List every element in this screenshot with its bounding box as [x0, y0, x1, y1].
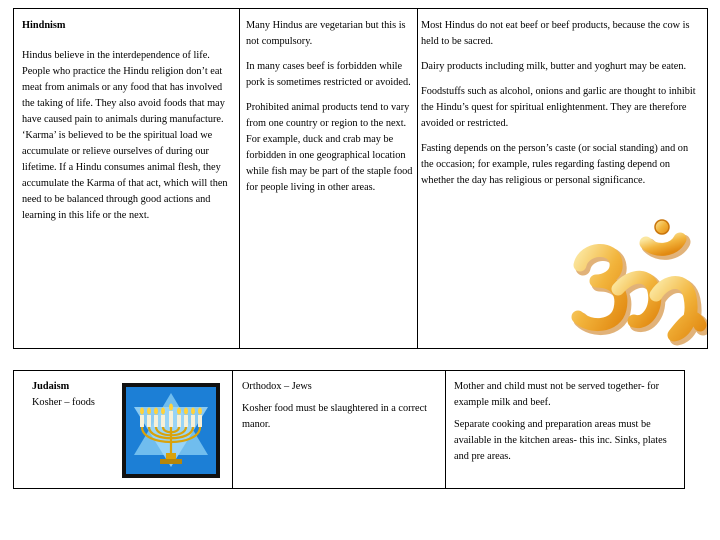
column-divider: [232, 371, 233, 488]
menorah-star-of-david-icon: [122, 383, 220, 478]
orthodox-label: Orthodox – Jews: [242, 381, 312, 392]
beef-note: Most Hindus do not eat beef or beef products, because the cow is held to be sacred.: [421, 20, 690, 47]
kosher-slaughter-note: Kosher food must be slaughtered in a correct manor.: [242, 403, 427, 430]
foodstuffs-note: Foodstuffs such as alcohol, onions and garlic are thought to inhibit the Hindu’s quest for spiritual enlightenment. They are therefore avoided or restricted.: [421, 86, 696, 129]
separate-areas-note: Separate cooking and preparation areas must be available in the kitchen areas- this inc. Sinks, plates and pre areas.: [454, 419, 667, 462]
column-divider: [239, 9, 240, 348]
hinduism-col3: [421, 18, 703, 189]
mother-child-note: Mother and child must not be served together- for example milk and beef.: [454, 381, 660, 408]
hinduism-title: Hindnism: [22, 20, 66, 31]
beef-pork-note: In many cases beef is forbidden while pork is sometimes restricted or avoided.: [246, 61, 411, 88]
dairy-note: Dairy products including milk, butter and yoghurt may be eaten.: [421, 61, 687, 72]
judaism-title: Judaism: [32, 381, 70, 392]
judaism-col2: [242, 379, 432, 433]
prohibited-products-note: Prohibited animal products tend to vary from one country or region to the next. For example, duck and crab may be forbidden in one geographical location while fish may be part of the staple food for people living in other areas.: [246, 102, 413, 193]
judaism-col3: [454, 379, 680, 465]
judaism-col1: [32, 379, 132, 411]
fasting-note: Fasting depends on the person’s caste (or social standing) and on the occasion; for example, rules regarding fasting depend on whether the day has religious or personal significance.: [421, 143, 689, 186]
hinduism-table: [13, 8, 708, 349]
judaism-subtitle: Kosher – foods: [32, 397, 95, 408]
vegetarian-note: Many Hindus are vegetarian but this is not compulsory.: [246, 20, 406, 47]
column-divider: [417, 9, 418, 348]
om-symbol-icon: [562, 217, 707, 347]
hinduism-belief-text: Hindus believe in the interdependence of life. People who practice the Hindu religion don’t eat meat from animals or any food that has involved the taking of life. They also avoid foods that may have caused pain to animals during manufacture. ‘Karma’ is believed to be the spiritual load we accumulate or relieve ourselves of during our lifetime. If a Hindu consumes animal flesh, they accumulate the Karma of that act, which will then need to be balanced through good actions and learning in this life or the next.: [22, 50, 228, 221]
hinduism-col2: [246, 18, 414, 196]
hinduism-col1: [22, 18, 237, 224]
judaism-table: [13, 370, 685, 489]
column-divider: [445, 371, 446, 488]
